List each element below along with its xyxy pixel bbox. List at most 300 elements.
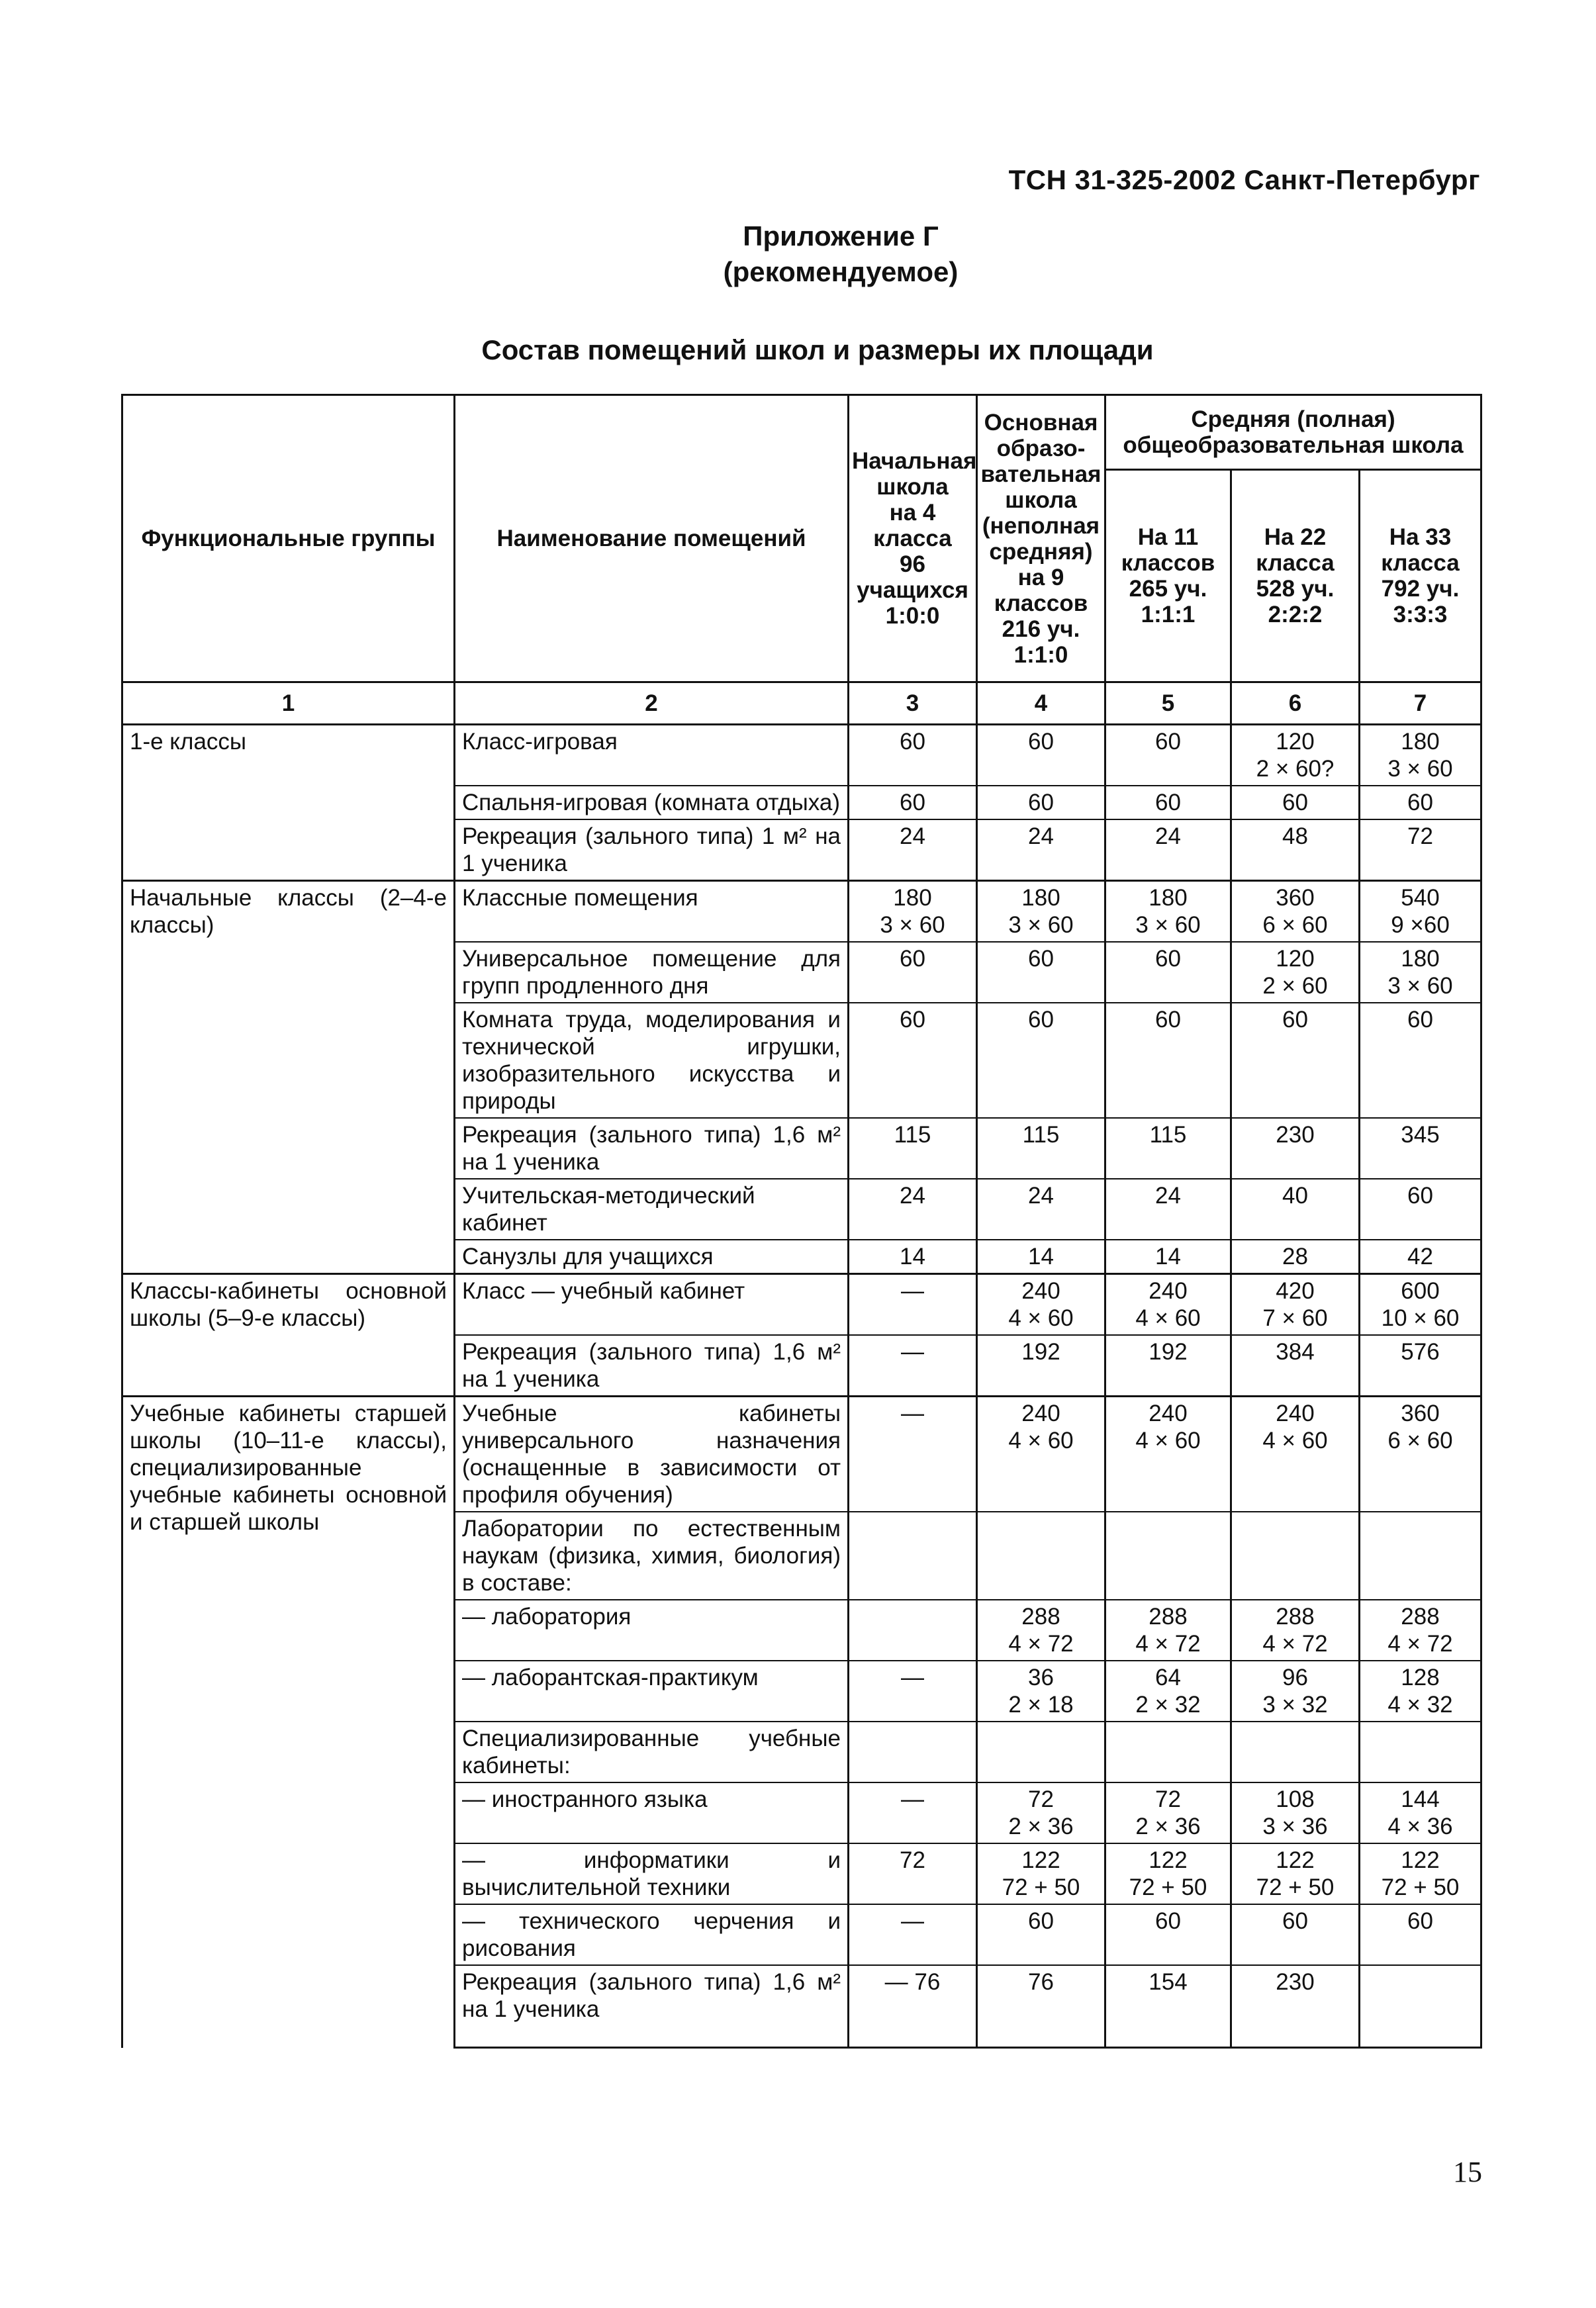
area-value-cell	[1105, 881, 1231, 943]
table-row	[122, 1274, 1481, 1336]
area-value-cell	[1231, 786, 1360, 819]
header-line: 792 уч.	[1381, 576, 1460, 602]
area-value-line: 240	[1149, 1278, 1188, 1304]
area-value-cell	[849, 1397, 977, 1512]
area-value-line: 180	[1401, 946, 1440, 972]
area-value-line: 3 × 60	[1387, 973, 1453, 999]
area-value-line: 3 × 36	[1262, 1814, 1328, 1839]
header-line: На 11	[1137, 524, 1199, 550]
area-value-cell	[1231, 725, 1360, 786]
area-value-cell	[1105, 1118, 1231, 1179]
header-line: 1:1:0	[1013, 641, 1068, 668]
area-value-line: 345	[1401, 1122, 1440, 1148]
area-value-cell	[1360, 1904, 1481, 1965]
area-value-cell	[977, 786, 1105, 819]
area-value-line: 60	[1155, 1007, 1181, 1033]
area-value-line: 2 × 18	[1008, 1692, 1074, 1718]
area-value-line: 4 × 36	[1387, 1814, 1453, 1839]
area-value-line: 60	[1028, 790, 1054, 815]
area-value-line: 64	[1155, 1665, 1181, 1690]
area-value-line: 72	[1028, 1786, 1054, 1812]
header-line: Основная	[984, 409, 1098, 436]
room-name-cell: Рекреация (зального типа) 1,6 м² на 1 ученика	[455, 1965, 849, 2048]
area-value-cell	[1231, 1661, 1360, 1722]
table-row	[122, 881, 1481, 943]
area-value-line: 14	[900, 1244, 925, 1269]
area-value-line: 288	[1149, 1604, 1188, 1630]
area-value-line: 24	[900, 823, 925, 849]
area-value-cell	[977, 1397, 1105, 1512]
room-name-cell: Лаборатории по естественным наукам (физика, химия, биология) в составе:	[455, 1512, 849, 1600]
area-value-line: 192	[1149, 1339, 1188, 1365]
area-value-line: 600	[1401, 1278, 1440, 1304]
area-value-cell	[1105, 786, 1231, 819]
area-value-line: 192	[1021, 1339, 1060, 1365]
area-value-cell	[977, 1782, 1105, 1843]
area-value-line: 60	[1028, 1908, 1054, 1934]
area-value-cell	[1231, 1782, 1360, 1843]
area-value-line: 3 × 60	[880, 912, 945, 938]
area-value-line: —	[901, 1401, 924, 1426]
area-value-line: 3 × 60	[1387, 756, 1453, 782]
area-value-line: —	[901, 1908, 924, 1934]
area-value-cell	[1360, 819, 1481, 881]
area-value-line: 128	[1401, 1665, 1440, 1690]
column-number: 4	[977, 682, 1105, 725]
area-value-line: 2 × 32	[1135, 1692, 1201, 1718]
area-value-line: 180	[1149, 885, 1188, 911]
column-number: 5	[1105, 682, 1231, 725]
area-value-line: —	[901, 1278, 924, 1304]
room-name-cell: Специализированные учебные кабинеты:	[455, 1722, 849, 1782]
area-value-line: 384	[1276, 1339, 1315, 1365]
room-name-cell: Классные помещения	[455, 881, 849, 943]
area-value-line: 76	[1028, 1969, 1054, 1995]
area-value-line: 180	[1401, 729, 1440, 755]
area-value-cell	[1360, 1600, 1481, 1661]
area-value-line: 4 × 60	[1008, 1305, 1074, 1331]
area-value-line: 60	[1407, 1007, 1433, 1033]
area-value-line: 40	[1282, 1183, 1308, 1209]
area-value-cell	[1231, 1179, 1360, 1240]
area-value-cell	[849, 1003, 977, 1118]
area-value-line: 60	[1407, 1183, 1433, 1209]
area-value-cell	[1105, 1661, 1231, 1722]
area-value-cell	[977, 1661, 1105, 1722]
room-name-cell: Класс — учебный кабинет	[455, 1274, 849, 1336]
area-value-line: 4 × 72	[1135, 1631, 1201, 1657]
area-value-cell	[849, 1904, 977, 1965]
area-value-cell	[1105, 1512, 1231, 1600]
area-value-cell	[849, 1722, 977, 1782]
header-line: На 22	[1264, 524, 1327, 550]
area-value-cell	[977, 1274, 1105, 1336]
header-line: 1:0:0	[885, 603, 940, 629]
room-name-cell: — лаборантская-практикум	[455, 1661, 849, 1722]
area-value-cell	[1105, 1240, 1231, 1274]
area-value-line: 240	[1276, 1401, 1315, 1426]
area-value-line: 360	[1401, 1401, 1440, 1426]
functional-group-cell: Классы-кабинеты основной школы (5–9-е классы)	[122, 1274, 455, 1397]
area-value-cell	[1105, 725, 1231, 786]
area-value-cell	[977, 1722, 1105, 1782]
area-value-cell	[1360, 1118, 1481, 1179]
area-value-line: 122	[1401, 1847, 1440, 1873]
header-line: на 4	[889, 500, 936, 526]
area-value-line: 2 × 60?	[1256, 756, 1335, 782]
rooms-area-table	[121, 394, 1482, 2049]
document-code: ТСН 31-325-2002 Санкт-Петербург	[1008, 164, 1480, 195]
area-value-line: 576	[1401, 1339, 1440, 1365]
area-value-line: 288	[1021, 1604, 1060, 1630]
area-value-line: 60	[1282, 790, 1308, 815]
area-value-cell	[849, 1782, 977, 1843]
area-value-line: 288	[1401, 1604, 1440, 1630]
area-value-cell	[1360, 725, 1481, 786]
area-value-cell	[1231, 1843, 1360, 1904]
area-value-cell	[1231, 942, 1360, 1003]
room-name-cell: — лаборатория	[455, 1600, 849, 1661]
area-value-line: 360	[1276, 885, 1315, 911]
area-value-line: 24	[1155, 823, 1181, 849]
area-value-line: 122	[1021, 1847, 1060, 1873]
area-value-cell	[1360, 881, 1481, 943]
area-value-cell	[977, 1118, 1105, 1179]
area-value-cell	[977, 1600, 1105, 1661]
area-value-line: 36	[1028, 1665, 1054, 1690]
area-value-cell	[849, 881, 977, 943]
area-value-line: 230	[1276, 1122, 1315, 1148]
area-value-cell	[977, 819, 1105, 881]
area-value-line: 180	[893, 885, 932, 911]
area-value-line: 4 × 60	[1008, 1428, 1074, 1454]
area-value-line: 2 × 60	[1262, 973, 1328, 999]
area-value-cell	[1105, 1179, 1231, 1240]
area-value-cell	[977, 1904, 1105, 1965]
area-value-line: 24	[900, 1183, 925, 1209]
header-line: класса	[1381, 550, 1460, 576]
area-value-line: 288	[1276, 1604, 1315, 1630]
area-value-cell	[849, 1843, 977, 1904]
area-value-cell	[1231, 1904, 1360, 1965]
area-value-cell	[1360, 1843, 1481, 1904]
area-value-cell	[1360, 1335, 1481, 1397]
area-value-cell	[849, 725, 977, 786]
area-value-line: 60	[900, 729, 925, 755]
header-secondary-school: Средняя (полная) общеобразовательная школа	[1105, 395, 1481, 470]
area-value-cell	[1360, 942, 1481, 1003]
area-value-line: 122	[1276, 1847, 1315, 1873]
appendix-note: (рекомендуемое)	[723, 256, 959, 287]
area-value-line: 60	[1028, 946, 1054, 972]
room-name-cell: Рекреация (зального типа) 1,6 м² на 1 ученика	[455, 1335, 849, 1397]
area-value-line: 9 ×60	[1391, 912, 1450, 938]
area-value-line: 72 + 50	[1381, 1874, 1460, 1900]
area-value-cell	[1105, 1904, 1231, 1965]
area-value-cell	[977, 1843, 1105, 1904]
area-value-cell	[1105, 1843, 1231, 1904]
area-value-line: 60	[1282, 1908, 1308, 1934]
header-room-names: Наименование помещений	[455, 395, 849, 682]
area-value-line: 120	[1276, 946, 1315, 972]
area-value-line: 4 × 72	[1387, 1631, 1453, 1657]
area-value-cell	[1360, 1240, 1481, 1274]
area-value-line: 4 × 32	[1387, 1692, 1453, 1718]
area-value-line: 60	[1407, 1908, 1433, 1934]
room-name-cell: Санузлы для учащихся	[455, 1240, 849, 1274]
area-value-line: 7 × 60	[1262, 1305, 1328, 1331]
functional-group-cell: Начальные классы (2–4-е классы)	[122, 881, 455, 1274]
area-value-line: —	[901, 1786, 924, 1812]
area-value-cell	[1105, 1782, 1231, 1843]
area-value-line: 48	[1282, 823, 1308, 849]
area-value-line: 60	[1407, 790, 1433, 815]
area-value-line: 60	[1155, 729, 1181, 755]
area-value-line: 2 × 36	[1135, 1814, 1201, 1839]
area-value-line: 4 × 60	[1135, 1428, 1201, 1454]
header-line: 3:3:3	[1393, 602, 1448, 627]
room-name-cell: Спальня-игровая (комната отдыха)	[455, 786, 849, 819]
appendix-title: Приложение Г	[743, 220, 939, 252]
header-line: школа	[876, 474, 949, 500]
area-value-line: 4 × 60	[1135, 1305, 1201, 1331]
header-line: 265 уч.	[1129, 576, 1207, 602]
area-value-line: 72 + 50	[1002, 1874, 1080, 1900]
area-value-line: 122	[1149, 1847, 1188, 1873]
area-value-cell	[977, 1240, 1105, 1274]
area-value-cell	[1105, 1722, 1231, 1782]
room-name-cell: — иностранного языка	[455, 1782, 849, 1843]
area-value-cell	[1360, 786, 1481, 819]
area-value-line: 2 × 36	[1008, 1814, 1074, 1839]
area-value-cell	[977, 1335, 1105, 1397]
area-value-line: 180	[1021, 885, 1060, 911]
header-functional-groups: Функциональные группы	[122, 395, 455, 682]
area-value-line: — 76	[884, 1969, 941, 1995]
header-line: школа	[1005, 486, 1077, 513]
area-value-line: 154	[1149, 1969, 1188, 1995]
area-value-line: 240	[1149, 1401, 1188, 1426]
area-value-cell	[1360, 1274, 1481, 1336]
column-number: 7	[1360, 682, 1481, 725]
table-title: Состав помещений школ и размеры их площади	[481, 334, 1154, 365]
area-value-line: 540	[1401, 885, 1440, 911]
header-primary-school	[849, 395, 977, 682]
room-name-cell: — технического черчения и рисования	[455, 1904, 849, 1965]
area-value-line: 3 × 60	[1135, 912, 1201, 938]
area-value-cell	[977, 1003, 1105, 1118]
area-value-line: 4 × 72	[1262, 1631, 1328, 1657]
area-value-cell	[1231, 1335, 1360, 1397]
area-value-line: 144	[1401, 1786, 1440, 1812]
area-value-cell	[1231, 819, 1360, 881]
area-value-line: 115	[1149, 1122, 1187, 1148]
area-value-cell	[849, 1335, 977, 1397]
room-name-cell: Комната труда, моделирования и технической игрушки, изобразительного искусства и природы	[455, 1003, 849, 1118]
area-value-cell	[1360, 1661, 1481, 1722]
header-line: 528 уч.	[1256, 576, 1335, 602]
area-value-cell	[849, 1965, 977, 2048]
area-value-cell	[977, 1179, 1105, 1240]
header-line: вательная	[980, 461, 1102, 487]
area-value-cell	[849, 786, 977, 819]
area-value-cell	[849, 1240, 977, 1274]
area-value-cell	[849, 942, 977, 1003]
area-value-line: 120	[1276, 729, 1315, 755]
column-number: 1	[122, 682, 455, 725]
area-value-line: 4 × 72	[1008, 1631, 1074, 1657]
area-value-line: 24	[1028, 823, 1054, 849]
area-value-line: 60	[900, 946, 925, 972]
area-value-line: 72	[1407, 823, 1433, 849]
area-value-cell	[1360, 1003, 1481, 1118]
area-value-line: 28	[1282, 1244, 1308, 1269]
page-number: 15	[1453, 2156, 1482, 2188]
header-line: класса	[1256, 550, 1335, 576]
area-value-line: 4 × 60	[1262, 1428, 1328, 1454]
area-value-cell	[1231, 1397, 1360, 1512]
area-value-cell	[849, 1661, 977, 1722]
area-value-line: 108	[1276, 1786, 1315, 1812]
area-value-line: 10 × 60	[1381, 1305, 1460, 1331]
area-value-line: 230	[1276, 1969, 1315, 1995]
area-value-cell	[1105, 1274, 1231, 1336]
area-value-line: 60	[1155, 1908, 1181, 1934]
area-value-cell	[1231, 1512, 1360, 1600]
area-value-line: 115	[1022, 1122, 1060, 1148]
area-value-line: 42	[1407, 1244, 1433, 1269]
area-value-line: 60	[1028, 729, 1054, 755]
area-value-line: 60	[1282, 1007, 1308, 1033]
area-value-cell	[1105, 1335, 1231, 1397]
area-value-cell	[1231, 1118, 1360, 1179]
area-value-cell	[1105, 1003, 1231, 1118]
area-value-cell	[1360, 1782, 1481, 1843]
area-value-cell	[977, 725, 1105, 786]
area-value-cell	[1105, 1600, 1231, 1661]
column-number: 2	[455, 682, 849, 725]
header-secondary-22	[1231, 470, 1360, 682]
room-name-cell: — информатики и вычислительной техники	[455, 1843, 849, 1904]
area-value-cell	[849, 1179, 977, 1240]
area-value-cell	[849, 1512, 977, 1600]
area-value-line: —	[901, 1339, 924, 1365]
column-number: 3	[849, 682, 977, 725]
area-value-cell	[1231, 1600, 1360, 1661]
area-value-cell	[849, 1600, 977, 1661]
header-line: классов	[1121, 550, 1215, 576]
area-value-cell	[1360, 1179, 1481, 1240]
area-value-cell	[1231, 1722, 1360, 1782]
room-name-cell: Класс-игровая	[455, 725, 849, 786]
area-value-cell	[1360, 1722, 1481, 1782]
area-value-cell	[1105, 942, 1231, 1003]
header-line: (неполная	[982, 512, 1100, 539]
room-name-cell: Универсальное помещение для групп продленного дня	[455, 942, 849, 1003]
header-line: На 33	[1389, 524, 1452, 550]
area-value-cell	[1360, 1397, 1481, 1512]
area-value-line: 72	[900, 1847, 925, 1873]
functional-group-cell: Учебные кабинеты старшей школы (10–11-е классы), специализированные учебные кабинеты основной и старшей школы	[122, 1397, 455, 2048]
area-value-line: 60	[900, 790, 925, 815]
header-line: Начальная	[852, 448, 977, 474]
area-value-line: 72 + 50	[1256, 1874, 1335, 1900]
area-value-cell	[1360, 1512, 1481, 1600]
table-row	[122, 725, 1481, 786]
area-value-line: 6 × 60	[1262, 912, 1328, 938]
area-value-line: 60	[1155, 946, 1181, 972]
area-value-cell	[849, 819, 977, 881]
area-value-cell	[1231, 1274, 1360, 1336]
header-line: 2:2:2	[1268, 602, 1323, 627]
area-value-line: 60	[1155, 790, 1181, 815]
area-value-line: 72 + 50	[1129, 1874, 1207, 1900]
area-value-line: 24	[1028, 1183, 1054, 1209]
area-value-line: 420	[1276, 1278, 1315, 1304]
area-value-cell	[977, 942, 1105, 1003]
table-row	[122, 1397, 1481, 1512]
area-value-line: 14	[1155, 1244, 1181, 1269]
area-value-cell	[1360, 1965, 1481, 2048]
header-line: средняя)	[989, 538, 1093, 565]
column-numbers-row	[122, 682, 1481, 725]
column-number: 6	[1231, 682, 1360, 725]
room-name-cell: Рекреация (зального типа) 1 м² на 1 ученика	[455, 819, 849, 881]
area-value-cell	[977, 1512, 1105, 1600]
room-name-cell: Учительская-методический кабинет	[455, 1179, 849, 1240]
area-value-cell	[1231, 1003, 1360, 1118]
area-value-line: 115	[894, 1122, 931, 1148]
area-value-cell	[1105, 819, 1231, 881]
area-value-line: 14	[1028, 1244, 1054, 1269]
area-value-cell	[849, 1118, 977, 1179]
area-value-line: 3 × 60	[1008, 912, 1074, 938]
appendix-heading	[702, 218, 980, 290]
area-value-line: 24	[1155, 1183, 1181, 1209]
header-line: образо-	[996, 435, 1086, 461]
header-secondary-33	[1360, 470, 1481, 682]
functional-group-cell: 1-е классы	[122, 725, 455, 881]
room-name-cell: Рекреация (зального типа) 1,6 м² на 1 ученика	[455, 1118, 849, 1179]
area-value-cell	[1231, 1965, 1360, 2048]
area-value-cell	[977, 881, 1105, 943]
area-value-line: 72	[1155, 1786, 1181, 1812]
area-value-cell	[1105, 1965, 1231, 2048]
area-value-cell	[1231, 1240, 1360, 1274]
area-value-cell	[977, 1965, 1105, 2048]
header-secondary-11	[1105, 470, 1231, 682]
header-line: 96	[900, 551, 925, 577]
area-value-line: 60	[900, 1007, 925, 1033]
header-line: учащихся	[857, 577, 968, 603]
area-value-cell	[1105, 1397, 1231, 1512]
area-value-line: 60	[1028, 1007, 1054, 1033]
room-name-cell: Учебные кабинеты универсального назначения (оснащенные в зависимости от профиля обучения)	[455, 1397, 849, 1512]
area-value-line: 6 × 60	[1387, 1428, 1453, 1454]
area-value-line: 240	[1021, 1278, 1060, 1304]
header-basic-school	[977, 395, 1105, 682]
header-line: классов	[994, 590, 1088, 616]
header-line: на 9	[1017, 564, 1064, 590]
header-line: класса	[873, 526, 952, 551]
area-value-line: —	[901, 1665, 924, 1690]
header-line: 216 уч.	[1002, 616, 1080, 642]
area-value-line: 96	[1282, 1665, 1308, 1690]
area-value-cell	[1231, 881, 1360, 943]
area-value-line: 3 × 32	[1262, 1692, 1328, 1718]
area-value-line: 240	[1021, 1401, 1060, 1426]
header-line: 1:1:1	[1141, 602, 1196, 627]
